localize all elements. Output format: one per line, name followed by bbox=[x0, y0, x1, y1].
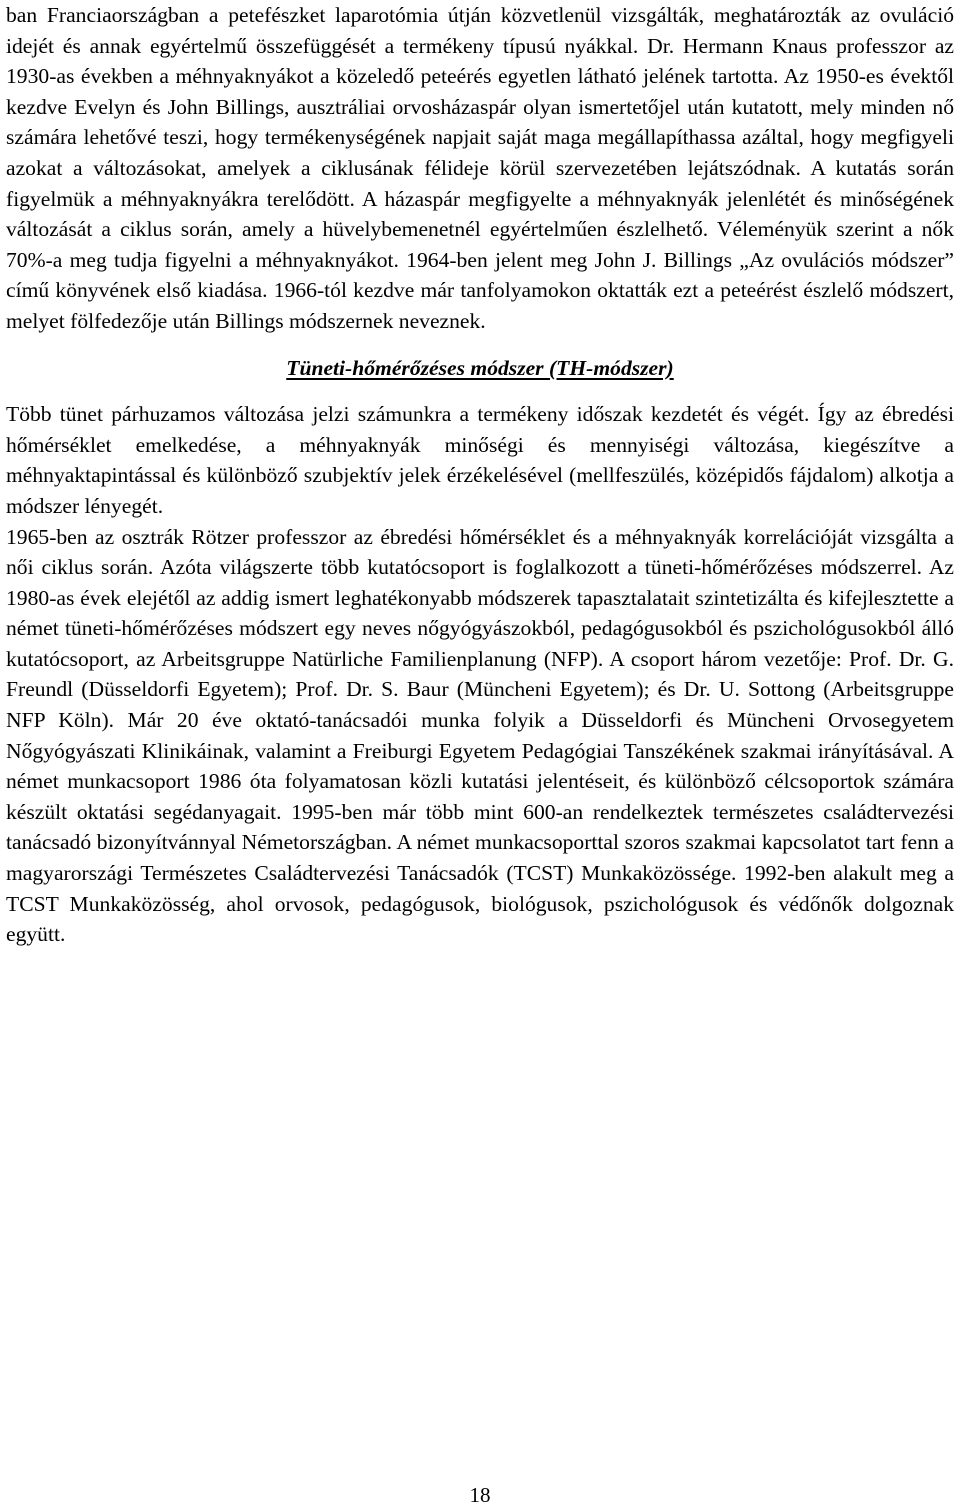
section-heading: Tüneti-hőmérőzéses módszer (TH-módszer) bbox=[286, 355, 674, 380]
paragraph-th-method-intro: Több tünet párhuzamos változása jelzi számunkra a termékeny időszak kezdetét és végét. Így az ébredési hőmérséklet emelkedése, a méhnyaknyák minőségi és mennyiségi változása, kiegészítve a méhnyaktapintással és különböző szubjektív jelek érzékelésével (mellfeszülés, középidős fájdalom) alkotja a módszer lényegét. bbox=[6, 402, 954, 518]
paragraph-th-method-history: 1965-ben az osztrák Rötzer professzor az ébredési hőmérséklet és a méhnyaknyák korrelációját vizsgálta a női ciklus során. Azóta világszerte több kutatócsoport is foglalkozott a tüneti-hőmérőzéses módszerrel. Az 1980-as évek elejétől az addig ismert leghatékonyabb módszerek tapasztalatait szintetizálta és kifejlesztette a német tüneti-hőmérőzéses módszert egy neves nőgyógyászokból, pedagógusokból és pszichológusokból álló kutatócsoport, az Arbeitsgruppe Natürliche Familienplanung (NFP). A csoport három vezetője: Prof. Dr. G. Freundl (Düsseldorfi Egyetem); Prof. Dr. S. Baur (Müncheni Egyetem); és Dr. U. Sottong (Arbeitsgruppe NFP Köln). Már 20 éve oktató-tanácsadói munka folyik a Düsseldorfi és Müncheni Orvosegyetem Nőgyógyászati Klinikáinak, valamint a Freiburgi Egyetem Pedagógiai Tanszékének szakmai irányításával. A német munkacsoport 1986 óta folyamatosan közli kutatási jelentéseit, és különböző célcsoportok számára készült oktatási segédanyagait. 1995-ben már több mint 600-an rendelkeztek természetes családtervezési tanácsadó bizonyítvánnyal Németországban. A német munkacsoporttal szoros szakmai kapcsolatot tart fenn a magyarországi Természetes Családtervezési Tanácsadók (TCST) Munkaközössége. 1992-ben alakult meg a TCST Munkaközösség, ahol orvosok, pedagógusok, biológusok, pszichológusok és védőnők dolgoznak együtt. bbox=[6, 524, 954, 947]
paragraph-billings-history: ban Franciaországban a petefészket laparotómia útján közvetlenül vizsgálták, meghatározták az ovuláció idejét és annak egyértelmű összefüggését a termékeny típusú nyákkal. Dr. Hermann Knaus professzor az 1930-as években a méhnyaknyákot a közeledő peteérés egyetlen látható jelének tartotta. Az 1950-es évektől kezdve Evelyn és John Billings, ausztráliai orvosházaspár olyan ismertetőjel után kutatott, mely minden nő számára lehetővé teszi, hogy termékenységének napjait saját maga megállapíthassa azáltal, hogy megfigyeli azokat a változásokat, amelyek a ciklusának félideje körül szervezetében lejátszódnak. A kutatás során figyelmük a méhnyaknyákra terelődött. A házaspár megfigyelte a méhnyaknyák jelenlétét és minőségének változását a ciklus során, amely a hüvelybemenetnél egyértelműen észlelhető. Véleményük szerint a nők 70%-a meg tudja figyelni a méhnyaknyákot. 1964-ben jelent meg John J. Billings „Az ovulációs módszer” című könyvének első kiadása. 1966-tól kezdve már tanfolyamokon oktatták ezt a peteérést észlelő módszert, melyet fölfedezője után Billings módszernek neveznek. bbox=[6, 3, 954, 333]
document-page bbox=[6, 0, 954, 950]
page-number: 18 bbox=[469, 1483, 491, 1507]
